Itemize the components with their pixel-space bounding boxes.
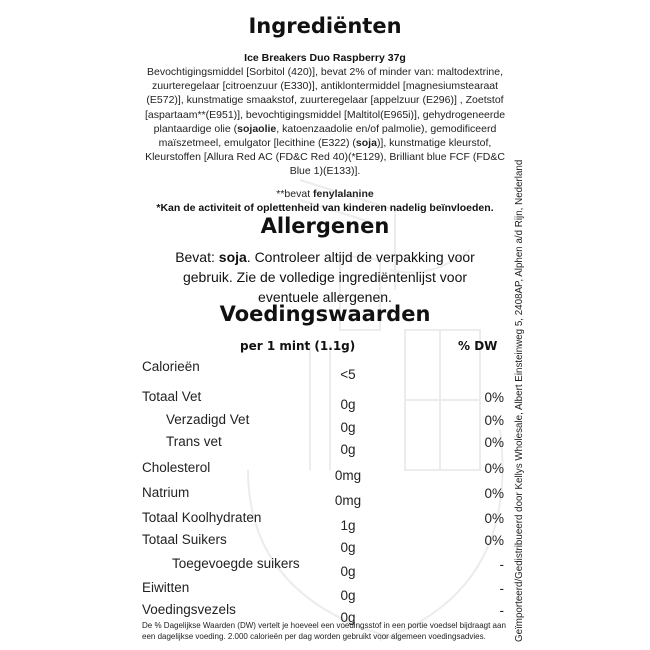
allergen-text bbox=[130, 247, 520, 307]
serving-size-header: per 1 mint (1.1g) bbox=[240, 339, 356, 353]
nutrition-row-value: 0g bbox=[340, 540, 356, 555]
footnote-line: De % Dagelijkse Waarden (DW) vertelt je hoeveel een voedingsstof in een portie voedsel bijdraagt aan bbox=[142, 621, 506, 630]
ingredients-text bbox=[110, 65, 540, 179]
nutrition-row-label: Trans vet bbox=[166, 434, 222, 449]
nutrition-heading: Voedingswaarden bbox=[219, 302, 431, 326]
nutrition-row-label: Totaal Vet bbox=[142, 389, 202, 404]
nutrition-row-dv: - bbox=[499, 557, 504, 572]
nutrition-row-label: Toegevoegde suikers bbox=[172, 556, 300, 571]
nutrition-row-dv: 0% bbox=[484, 413, 504, 428]
nutrition-row-dv: 0% bbox=[484, 486, 504, 501]
ingredients-line: Kleurstoffen [Allura Red AC (FD&C Red 40)(*E129), Brilliant blue FCF (FD&C bbox=[145, 151, 505, 164]
nutrition-row-value: 0g bbox=[340, 564, 356, 579]
nutrition-row-value: 0g bbox=[340, 420, 356, 435]
children-warning: *Kan de activiteit of oplettenheid van kinderen nadelig beïnvloeden. bbox=[156, 202, 494, 214]
product-name: Ice Breakers Duo Raspberry 37g bbox=[244, 52, 406, 64]
nutrition-row-dv: 0% bbox=[484, 533, 504, 548]
ingredients-line: Blue 1)(E133)]. bbox=[289, 165, 361, 178]
nutrition-row-label: Eiwitten bbox=[142, 580, 190, 595]
ingredients-line: [aspartaam**(E951)], bevochtigingsmiddel [Maltitol(E965i)], gehydrogeneerde bbox=[144, 108, 506, 121]
allergen-line: gebruik. Zie de volledige ingrediëntenlijst voor bbox=[182, 269, 468, 285]
nutrition-row-value: 0g bbox=[340, 442, 356, 457]
allergens-heading: Allergenen bbox=[260, 214, 390, 238]
nutrition-row-label: Natrium bbox=[142, 485, 190, 500]
nutrition-row-dv: 0% bbox=[484, 435, 504, 450]
nutrition-row-dv: - bbox=[499, 581, 504, 596]
nutrition-row-dv: - bbox=[499, 603, 504, 618]
nutrition-row-value: <5 bbox=[340, 367, 356, 382]
nutrition-row-dv: 0% bbox=[484, 390, 504, 405]
nutrition-row-value: 0g bbox=[340, 397, 356, 412]
allergen-soy-highlight: soja bbox=[218, 249, 247, 265]
nutrition-row-value: 0g bbox=[340, 610, 356, 625]
footnote-line: een dagelijkse voeding. 2.000 calorieën per dag worden gebruikt voor algemeen voedingsadvies. bbox=[142, 632, 486, 641]
allergen-soy: soja bbox=[355, 137, 377, 150]
nutrition-row-dv: 0% bbox=[484, 511, 504, 526]
ingredients-line: maïszetmeel, emulgator [lecithine (E322) (soja)], kunstmatige kleurstof, bbox=[158, 137, 492, 150]
aspartame-note: **bevat fenylalanine bbox=[276, 188, 374, 200]
nutrition-row-label: Verzadigd Vet bbox=[166, 412, 250, 427]
footnote bbox=[142, 620, 542, 642]
nutrition-row-value: 0mg bbox=[334, 468, 362, 483]
nutrition-row-dv: 0% bbox=[484, 461, 504, 476]
allergen-soybean-oil: sojaolie bbox=[237, 122, 277, 135]
nutrition-row-value: 0mg bbox=[334, 493, 362, 508]
nutrition-row-label: Voedingsvezels bbox=[142, 602, 236, 617]
ingredients-line: (E572)], kunstmatige smaakstof, zuurteregelaar [appelzuur (E296)] , Zoetstof bbox=[146, 94, 504, 107]
nutrition-row-label: Totaal Suikers bbox=[142, 532, 227, 547]
ingredients-line: Bevochtigingsmiddel [Sorbitol (420)], bevat 2% of minder van: maltodextrine, bbox=[146, 66, 503, 78]
importer-address: Geïmporteerd/Gedistribueerd door Kellys Wholesale, Albert Einsteinweg 5, 2408AP, Alphen a/d Rijn, Nederland bbox=[514, 159, 525, 642]
nutrition-row-value: 0g bbox=[340, 588, 356, 603]
allergen-line: Bevat: soja. Controleer altijd de verpakking voor bbox=[175, 249, 475, 265]
nutrition-row-label: Cholesterol bbox=[142, 460, 211, 475]
nutrition-row-label: Totaal Koolhydraten bbox=[142, 510, 262, 525]
nutrition-row-value: 1g bbox=[340, 518, 356, 533]
nutrition-row-label: Calorieën bbox=[142, 359, 200, 374]
daily-value-header: % DW bbox=[458, 339, 498, 353]
ingredients-heading: Ingrediënten bbox=[248, 14, 402, 38]
ingredients-line: zuurteregelaar [citroenzuur (E330)], antiklontermiddel [magnesiumstearaat bbox=[151, 80, 499, 93]
allergen-line: eventuele allergenen. bbox=[258, 289, 392, 305]
ingredients-line: plantaardige olie (sojaolie, katoenzaadolie en/of palmolie), gemodificeerd bbox=[153, 122, 497, 135]
